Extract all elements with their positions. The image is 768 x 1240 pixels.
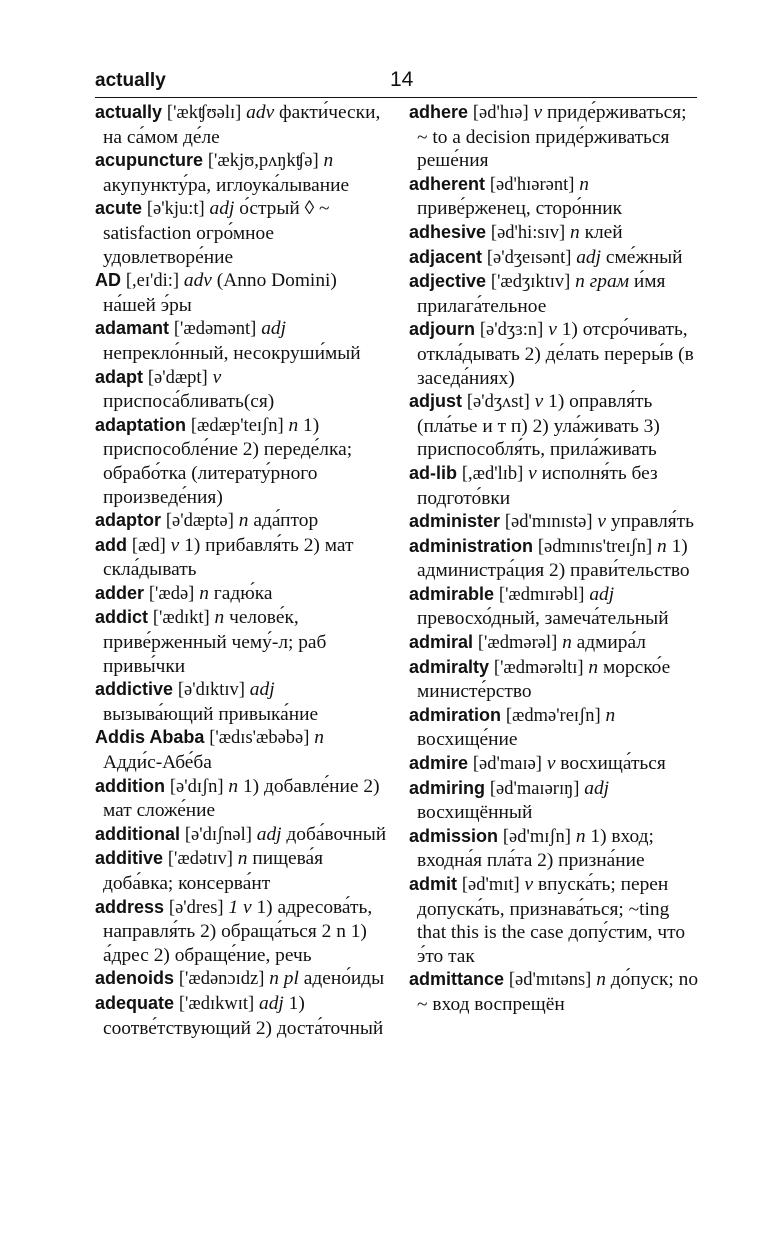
dictionary-entry	[409, 704, 701, 752]
dictionary-entry	[409, 583, 701, 631]
headword: adherent	[409, 173, 486, 194]
headword: Addis Ababa	[95, 727, 205, 748]
grammar-label: n	[199, 582, 209, 604]
dictionary-entry	[95, 606, 387, 678]
transcription: ['ædɪkt]	[152, 608, 210, 629]
headword: admiral	[409, 632, 474, 653]
dictionary-entry	[95, 582, 387, 607]
definition: пищева́я доба́вка; консерва́нт	[103, 848, 324, 894]
grammar-label: n	[588, 656, 599, 678]
headword: adamant	[95, 318, 170, 339]
headword: adjust	[409, 391, 463, 412]
headword: adjective	[409, 271, 487, 292]
grammar-label: v	[533, 102, 543, 123]
dictionary-entry	[409, 462, 701, 510]
dictionary-entry	[95, 896, 387, 968]
grammar-label: n	[214, 607, 225, 629]
definition: о́стрый ◊ ~ satisfaction огро́мное удовлетворе́ние	[103, 198, 330, 268]
definition: управля́ть	[610, 511, 694, 533]
dictionary-entry	[95, 775, 387, 823]
definition: исполня́ть без подгото́вки	[417, 462, 658, 509]
grammar-label: n	[228, 775, 239, 797]
dictionary-entry	[409, 221, 701, 246]
definition: клей	[584, 221, 623, 243]
definition: 1) прибавля́ть 2) мат скла́дывать	[103, 534, 354, 581]
dictionary-entry	[95, 534, 387, 582]
dictionary-entry	[95, 317, 387, 365]
grammar-label: v	[546, 753, 556, 775]
grammar-label: v	[170, 534, 180, 556]
grammar-label: adv	[183, 270, 212, 292]
headword: additional	[95, 823, 180, 844]
definition: морско́е министе́рство	[417, 656, 671, 703]
grammar-label: n	[288, 414, 299, 436]
definition: 1) приспособле́ние 2) переде́лка; обрабо́тка (литерату́рного произведе́ния)	[103, 414, 353, 508]
transcription: [ə'dres]	[168, 897, 224, 918]
definition: 1) администра́ция 2) прави́тельство	[417, 535, 690, 582]
definition: адено́иды	[303, 968, 385, 990]
grammar-label: n	[570, 221, 580, 243]
headword: acupuncture	[95, 150, 204, 171]
headword: additive	[95, 848, 164, 869]
grammar-label: n	[237, 848, 248, 870]
dictionary-entry	[95, 967, 387, 992]
dictionary-entry	[409, 631, 701, 656]
dictionary-entry	[409, 101, 701, 173]
headword: addictive	[95, 679, 174, 700]
transcription: [əd'hi:sɪv]	[490, 222, 566, 243]
headword: adhesive	[409, 221, 487, 242]
headword: admission	[409, 825, 499, 846]
transcription: [ə'dʒeɪsənt]	[486, 247, 572, 268]
definition: факти́чески, на са́мом де́ле	[103, 102, 381, 148]
grammar-label: n	[314, 727, 324, 749]
definition: 1) соотве́тствующий 2) доста́точный	[103, 992, 384, 1039]
grammar-label: adj	[256, 823, 282, 845]
definition: превосхо́дный, замеча́тельный	[417, 608, 669, 630]
grammar-label: v	[597, 511, 606, 533]
definition: 1) вход; входна́я пла́та 2) призна́ние	[417, 825, 654, 872]
left-column	[95, 101, 387, 1040]
transcription: [əd'maɪə]	[472, 754, 542, 775]
headword: admiralty	[409, 656, 490, 677]
transcription: [ə'dɪʃnəl]	[184, 824, 252, 845]
definition: гадю́ка	[213, 582, 273, 604]
transcription: [ə'dæpt]	[147, 367, 208, 388]
headword: adequate	[95, 992, 175, 1013]
dictionary-entry	[409, 246, 701, 271]
definition: челове́к, приве́рженный чему́-л; раб привы́чки	[103, 607, 327, 677]
transcription: [æd]	[131, 535, 166, 556]
transcription: ['ædɪkwɪt]	[178, 993, 255, 1014]
definition: адмира́л	[576, 632, 646, 654]
definition: доба́вочный	[286, 823, 387, 845]
dictionary-entry	[409, 873, 701, 968]
transcription: [,æd'lɪb]	[461, 463, 524, 484]
headword: addict	[95, 607, 149, 628]
grammar-label: n грам	[575, 271, 630, 293]
definition: и́мя прилага́тельное	[417, 271, 666, 317]
transcription: [əd'mɪʃn]	[502, 826, 571, 847]
transcription: [ə'dʒɜ:n]	[479, 320, 544, 341]
headword: admirable	[409, 583, 495, 604]
definition: 1) оправля́ть (пла́тье и т п) 2) ула́живать 3) приспособля́ть, прила́живать	[417, 391, 660, 461]
transcription: ['ædə]	[148, 583, 195, 604]
definition: восхище́ние	[417, 729, 518, 751]
transcription: [ædmə'reɪʃn]	[505, 705, 601, 726]
transcription: [əd'mɪt]	[461, 875, 520, 895]
running-head-word: actually	[95, 70, 166, 91]
transcription: [əd'maɪərɪŋ]	[489, 778, 580, 799]
headword: ad-lib	[409, 462, 457, 483]
grammar-label: 1 v	[228, 896, 252, 918]
grammar-label: n	[605, 704, 616, 726]
grammar-label: v	[534, 391, 544, 413]
dictionary-entry	[95, 509, 387, 534]
grammar-label: v	[548, 319, 557, 341]
page-number: 14	[390, 68, 414, 91]
grammar-label: adj	[576, 246, 602, 268]
headword: adaptor	[95, 510, 162, 531]
headword: adhere	[409, 102, 469, 122]
dictionary-entry	[409, 825, 701, 873]
definition: 1) адресова́ть, направля́ть 2) обраща́ться 2 n 1) а́дрес 2) обраще́ние, речь	[103, 896, 373, 966]
headword: adjourn	[409, 319, 475, 340]
definition: 1) добавле́ние 2) мат сложе́ние	[103, 775, 380, 822]
dictionary-entry	[95, 414, 387, 509]
headword: adaptation	[95, 414, 187, 435]
definition: сме́жный	[605, 246, 683, 268]
dictionary-entry	[95, 992, 387, 1040]
dictionary-entry	[409, 968, 701, 1016]
transcription: [əd'mɪtəns]	[508, 970, 592, 991]
dictionary-entry	[409, 173, 701, 221]
headword: admiration	[409, 704, 502, 725]
headword: administer	[409, 511, 501, 532]
definition: вызыва́ющий привыка́ние	[103, 703, 319, 725]
dictionary-entry	[95, 726, 387, 774]
dictionary-entry	[95, 823, 387, 848]
definition: приде́рживаться; ~ to a decision приде́рживаться реше́ния	[417, 102, 687, 172]
grammar-label: adj	[261, 318, 286, 340]
grammar-label: n pl	[269, 968, 299, 990]
grammar-label: n	[575, 825, 586, 847]
grammar-label: adj	[249, 679, 275, 701]
grammar-label: adv	[246, 102, 275, 123]
transcription: ['ækʧʊəlɪ]	[166, 103, 242, 123]
headword: adapt	[95, 366, 144, 387]
dictionary-entry	[409, 656, 701, 704]
dictionary-entry	[95, 847, 387, 895]
transcription: ['ædəmənt]	[173, 319, 257, 340]
dictionary-entry	[95, 149, 387, 197]
definition: впуска́ть; перен допуска́ть, признава́ться; ~ting that this is the case допу́стим, что э́то так	[417, 874, 686, 967]
transcription: [ə'dɪʃn]	[169, 776, 224, 797]
headword: actually	[95, 102, 163, 122]
transcription: [ædæp'teɪʃn]	[190, 415, 284, 436]
grammar-label: n	[657, 535, 667, 557]
definition: приспоса́бливать(ся)	[103, 391, 275, 413]
grammar-label: n	[562, 632, 572, 654]
transcription: ['ædmərəltɪ]	[493, 657, 584, 678]
headword: address	[95, 896, 165, 917]
headword: addition	[95, 775, 165, 796]
transcription: [ə'dɪktɪv]	[177, 680, 245, 701]
grammar-label: v	[528, 462, 537, 484]
dictionary-entry	[95, 197, 387, 269]
transcription: ['ædənɔɪdz]	[178, 969, 265, 990]
right-column	[409, 101, 701, 1017]
transcription: ['ædɪs'æbəbə]	[209, 728, 310, 749]
headword: admire	[409, 753, 469, 774]
grammar-label: v	[212, 366, 222, 388]
headword: add	[95, 534, 128, 555]
grammar-label: v	[524, 874, 534, 895]
definition: приве́рженец, сторо́нник	[417, 198, 623, 220]
definition: до́пуск; no ~ вход воспрещён	[417, 969, 699, 1015]
headword: acute	[95, 198, 143, 219]
transcription: ['ædmərəl]	[477, 633, 558, 654]
grammar-label: adj	[209, 198, 235, 220]
dictionary-entry	[95, 269, 387, 317]
definition: 1) отсро́чивать, откла́дывать 2) де́лать переры́в (в заседа́ниях)	[417, 319, 694, 389]
grammar-label: adj	[589, 583, 615, 605]
transcription: ['ædʒɪktɪv]	[490, 272, 571, 293]
dictionary-entry	[95, 678, 387, 726]
transcription: [əd'mɪnɪstə]	[504, 512, 593, 533]
grammar-label: n	[579, 173, 589, 195]
headword: admit	[409, 874, 458, 894]
dictionary-entry	[95, 101, 387, 149]
headword: admittance	[409, 969, 505, 990]
headword: administration	[409, 535, 534, 556]
definition: восхища́ться	[560, 753, 666, 775]
transcription: [əd'hɪə]	[472, 103, 529, 123]
dictionary-entry	[409, 752, 701, 777]
running-head	[95, 68, 697, 96]
grammar-label: adj	[259, 992, 284, 1014]
definition: (Anno Domini) на́шей э́ры	[103, 270, 337, 316]
transcription: ['ædmɪrəbl]	[498, 584, 585, 605]
definition: ада́птор	[253, 510, 319, 532]
grammar-label: n	[596, 969, 606, 991]
grammar-label: n	[323, 150, 334, 172]
definition: восхищённый	[417, 802, 533, 824]
definition: непрекло́нный, несокруши́мый	[103, 342, 361, 364]
headword: adder	[95, 582, 145, 603]
transcription: ['ækjʊ,pʌŋkʧə]	[207, 151, 319, 172]
transcription: [ə'dʒʌst]	[466, 392, 530, 413]
transcription: ['ædətɪv]	[167, 849, 233, 870]
dictionary-entry	[409, 777, 701, 825]
dictionary-entry	[409, 318, 701, 390]
dictionary-entry	[95, 366, 387, 414]
transcription: [ədmɪnɪs'treɪʃn]	[537, 536, 653, 557]
transcription: [,eɪ'di:]	[125, 271, 180, 292]
grammar-label: adj	[584, 777, 610, 799]
transcription: [əd'hɪərənt]	[489, 174, 575, 195]
transcription: [ə'dæptə]	[165, 511, 234, 532]
grammar-label: n	[238, 510, 249, 532]
headword: adjacent	[409, 246, 483, 267]
dictionary-entry	[409, 390, 701, 462]
transcription: [ə'kju:t]	[146, 199, 205, 220]
dictionary-entry	[409, 270, 701, 318]
dictionary-entry	[409, 510, 701, 535]
dictionary-entry	[409, 535, 701, 583]
header-rule	[95, 97, 697, 98]
definition: Адди́с-Абе́ба	[103, 752, 212, 774]
headword: admiring	[409, 777, 486, 798]
definition: акупункту́ра, иглоука́лывание	[103, 174, 350, 196]
headword: AD	[95, 270, 121, 291]
headword: adenoids	[95, 968, 175, 989]
